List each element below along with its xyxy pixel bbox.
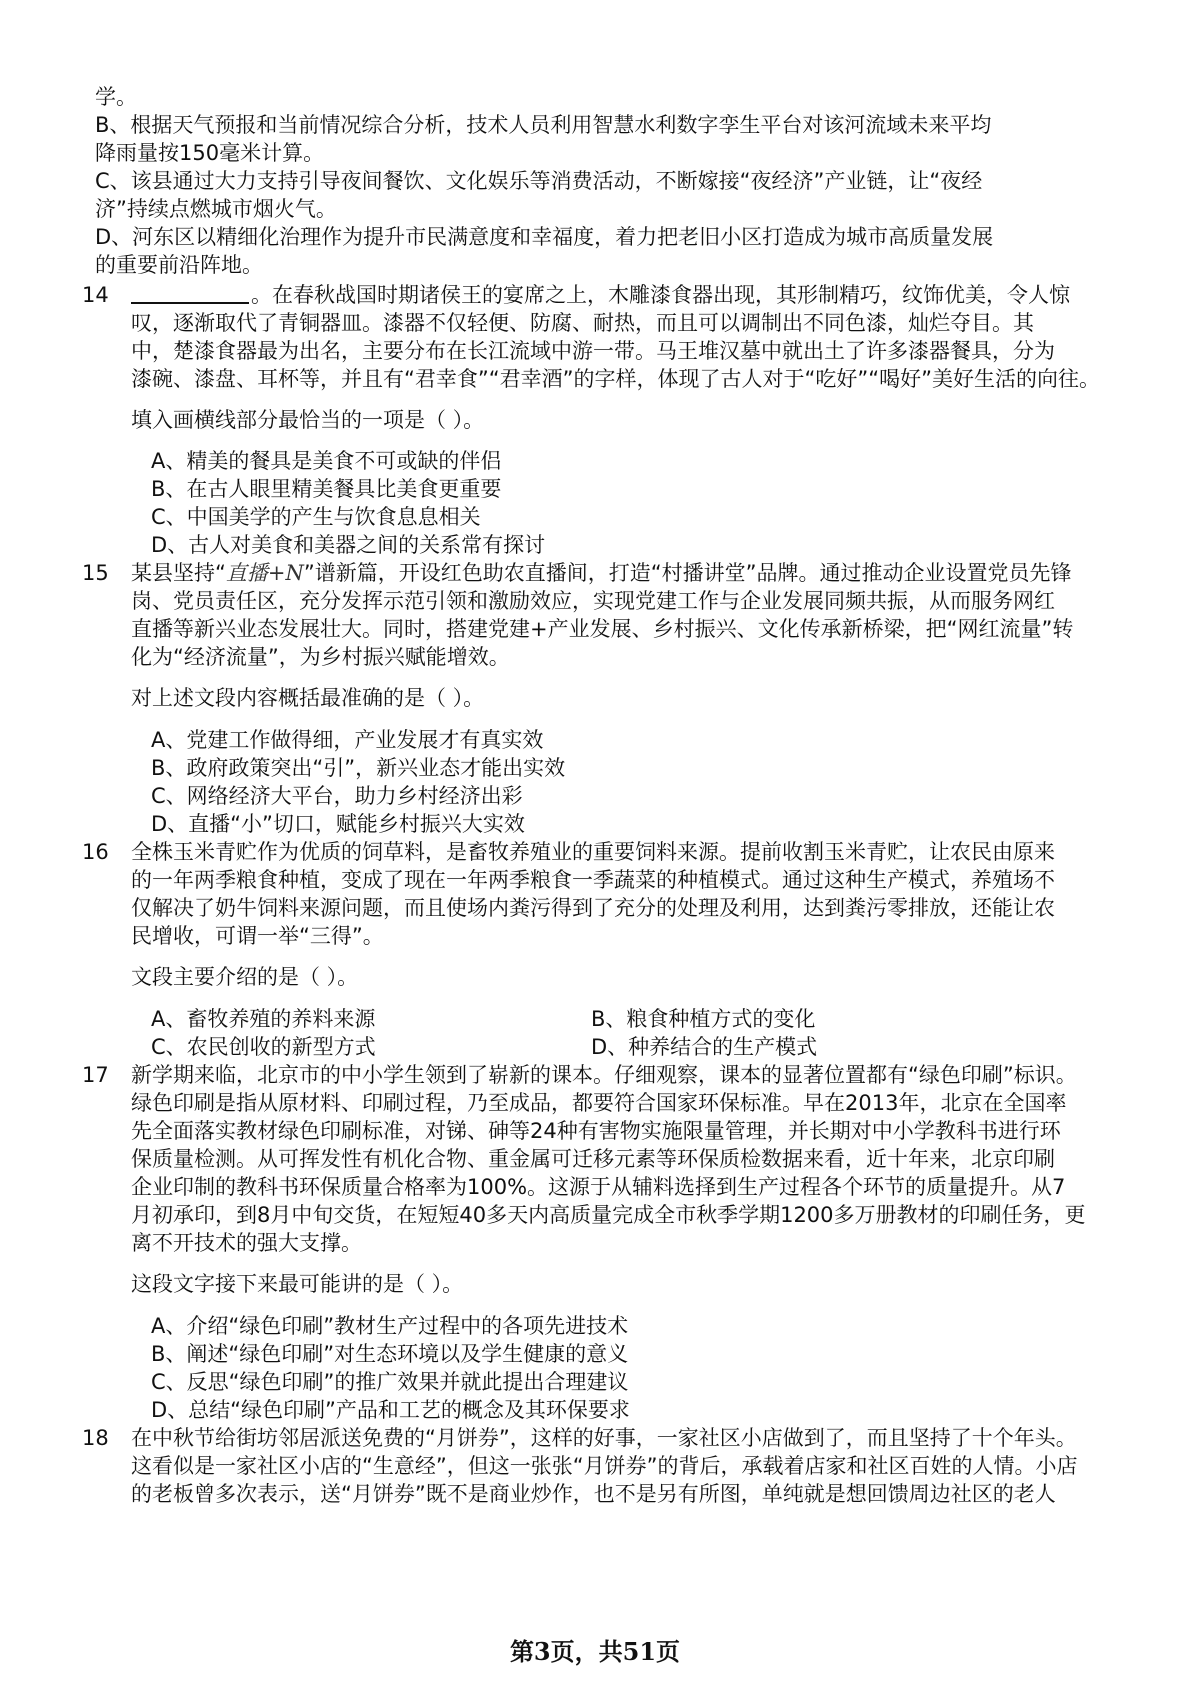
question-number-17: 17 <box>82 1063 109 1087</box>
question-17-line4: 保质量检测。从可挥发性有机化合物、重金属可迁移元素等环保质检数据来看，近十年来，北京印刷 <box>131 1147 1055 1171</box>
q16-option-c[interactable]: C、农民创收的新型方式 <box>151 1035 376 1059</box>
question-17-line3: 先全面落实教材绿色印刷标准，对锑、砷等24种有害物实施限量管理，并长期对中小学教科书进行环 <box>131 1119 1061 1143</box>
formula-text: 直播+N <box>225 561 304 585</box>
prev-option-d-line2: 的重要前沿阵地。 <box>95 253 263 277</box>
question-15-prompt: 对上述文段内容概括最准确的是（ ）。 <box>131 686 485 710</box>
fill-in-blank <box>131 280 249 304</box>
question-number-15: 15 <box>82 561 109 585</box>
q15-option-d[interactable]: D、直播“小”切口，赋能乡村振兴大实效 <box>151 812 525 836</box>
prev-option-b-line1: B、根据天气预报和当前情况综合分析，技术人员利用智慧水利数字孪生平台对该河流域未来平均 <box>95 113 992 137</box>
question-16-line2: 的一年两季粮食种植，变成了现在一年两季粮食一季蔬菜的种植模式。通过这种生产模式，养殖场不 <box>131 868 1055 892</box>
question-14-line3: 中，楚漆食器最为出名，主要分布在长江流域中游一带。马王堆汉墓中就出土了许多漆器餐具，分为 <box>131 339 1055 363</box>
prev-option-c-line2: 济”持续点燃城市烟火气。 <box>95 197 337 221</box>
prev-option-c-line1: C、该县通过大力支持引导夜间餐饮、文化娱乐等消费活动，不断嫁接“夜经济”产业链，让“夜经 <box>95 169 983 193</box>
question-17-prompt: 这段文字接下来最可能讲的是（ ）。 <box>131 1272 464 1296</box>
question-15-text-post: ”谱新篇，开设红色助农直播间，打造“村播讲堂”品牌。通过推动企业设置党员先锋 <box>303 561 1072 585</box>
question-14-text: 。在春秋战国时期诸侯王的宴席之上，木雕漆食器出现，其形制精巧，纹饰优美，令人惊 <box>251 283 1070 307</box>
question-17-line5: 企业印制的教科书环保质量合格率为100%。这源于从辅料选择到生产过程各个环节的质量提升。从7 <box>131 1175 1066 1199</box>
q17-option-b[interactable]: B、阐述“绿色印刷”对生态环境以及学生健康的意义 <box>151 1342 629 1366</box>
prev-question-tail: 学。 <box>95 85 137 109</box>
question-number-16: 16 <box>82 840 109 864</box>
question-17-line1: 新学期来临，北京市的中小学生领到了崭新的课本。仔细观察，课本的显著位置都有“绿色印刷”标识。 <box>131 1063 1077 1087</box>
question-16-line1: 全株玉米青贮作为优质的饲草料，是畜牧养殖业的重要饲料来源。提前收割玉米青贮，让农民由原来 <box>131 840 1055 864</box>
question-14-line4: 漆碗、漆盘、耳杯等，并且有“君幸食”“君幸酒”的字样，体现了古人对于“吃好”“喝好”美好生活的向往。 <box>131 367 1101 391</box>
q14-option-b[interactable]: B、在古人眼里精美餐具比美食更重要 <box>151 477 502 501</box>
question-15-text-pre: 某县坚持“ <box>131 561 226 585</box>
q17-option-a[interactable]: A、介绍“绿色印刷”教材生产过程中的各项先进技术 <box>151 1314 629 1338</box>
question-14-line1 <box>131 280 1070 310</box>
question-17-line2: 绿色印刷是指从原材料、印刷过程，乃至成品，都要符合国家环保标准。早在2013年，北京在全国率 <box>131 1091 1067 1115</box>
question-16-prompt: 文段主要介绍的是（ ）。 <box>131 965 359 989</box>
q16-option-b[interactable]: B、粮食种植方式的变化 <box>591 1007 816 1031</box>
question-18-line3: 的老板曾多次表示，送“月饼券”既不是商业炒作，也不是另有所图，单纯就是想回馈周边社区的老人 <box>131 1482 1056 1506</box>
q16-option-a[interactable]: A、畜牧养殖的养料来源 <box>151 1007 376 1031</box>
q14-option-d[interactable]: D、古人对美食和美器之间的关系常有探讨 <box>151 533 546 557</box>
q17-option-d[interactable]: D、总结“绿色印刷”产品和工艺的概念及其环保要求 <box>151 1398 630 1422</box>
question-18-line2: 这看似是一家社区小店的“生意经”，但这一张张“月饼券”的背后，承载着店家和社区百姓的人情。小店 <box>131 1454 1078 1478</box>
prev-option-b-line2: 降雨量按150毫米计算。 <box>95 141 325 165</box>
q14-option-a[interactable]: A、精美的餐具是美食不可或缺的伴侣 <box>151 449 502 473</box>
prev-option-d-line1: D、河东区以精细化治理作为提升市民满意度和幸福度，着力把老旧小区打造成为城市高质量发展 <box>95 225 994 249</box>
question-18-line1: 在中秋节给街坊邻居派送免费的“月饼券”，这样的好事，一家社区小店做到了，而且坚持了十个年头。 <box>131 1426 1077 1450</box>
page-number-footer: 第3页，共51页 <box>509 1637 681 1666</box>
q15-option-c[interactable]: C、网络经济大平台，助力乡村经济出彩 <box>151 784 523 808</box>
q15-option-a[interactable]: A、党建工作做得细，产业发展才有真实效 <box>151 728 544 752</box>
q15-option-b[interactable]: B、政府政策突出“引”，新兴业态才能出实效 <box>151 756 566 780</box>
question-15-line4: 化为“经济流量”，为乡村振兴赋能增效。 <box>131 645 510 669</box>
question-14-line2: 叹，逐渐取代了青铜器皿。漆器不仅轻便、防腐、耐热，而且可以调制出不同色漆，灿烂夺目。其 <box>131 311 1034 335</box>
question-15-line2: 岗、党员责任区，充分发挥示范引领和激励效应，实现党建工作与企业发展同频共振，从而服务网红 <box>131 589 1055 613</box>
question-16-line4: 民增收，可谓一举“三得”。 <box>131 924 384 948</box>
question-15-line3: 直播等新兴业态发展壮大。同时，搭建党建+产业发展、乡村振兴、文化传承新桥梁，把“网红流量”转 <box>131 617 1074 641</box>
q16-option-d[interactable]: D、种养结合的生产模式 <box>591 1035 818 1059</box>
question-16-line3: 仅解决了奶牛饲料来源问题，而且使场内粪污得到了充分的处理及利用，达到粪污零排放，还能让农 <box>131 896 1055 920</box>
question-17-line7: 离不开技术的强大支撑。 <box>131 1231 362 1255</box>
q17-option-c[interactable]: C、反思“绿色印刷”的推广效果并就此提出合理建议 <box>151 1370 629 1394</box>
question-17-line6: 月初承印，到8月中旬交货，在短短40多天内高质量完成全市秋季学期1200多万册教材的印刷任务，更 <box>131 1203 1086 1227</box>
question-15-line1 <box>131 558 1072 588</box>
question-14-prompt: 填入画横线部分最恰当的一项是（ ）。 <box>131 408 485 432</box>
question-number-18: 18 <box>82 1426 109 1450</box>
q14-option-c[interactable]: C、中国美学的产生与饮食息息相关 <box>151 505 481 529</box>
question-number-14: 14 <box>82 283 109 307</box>
